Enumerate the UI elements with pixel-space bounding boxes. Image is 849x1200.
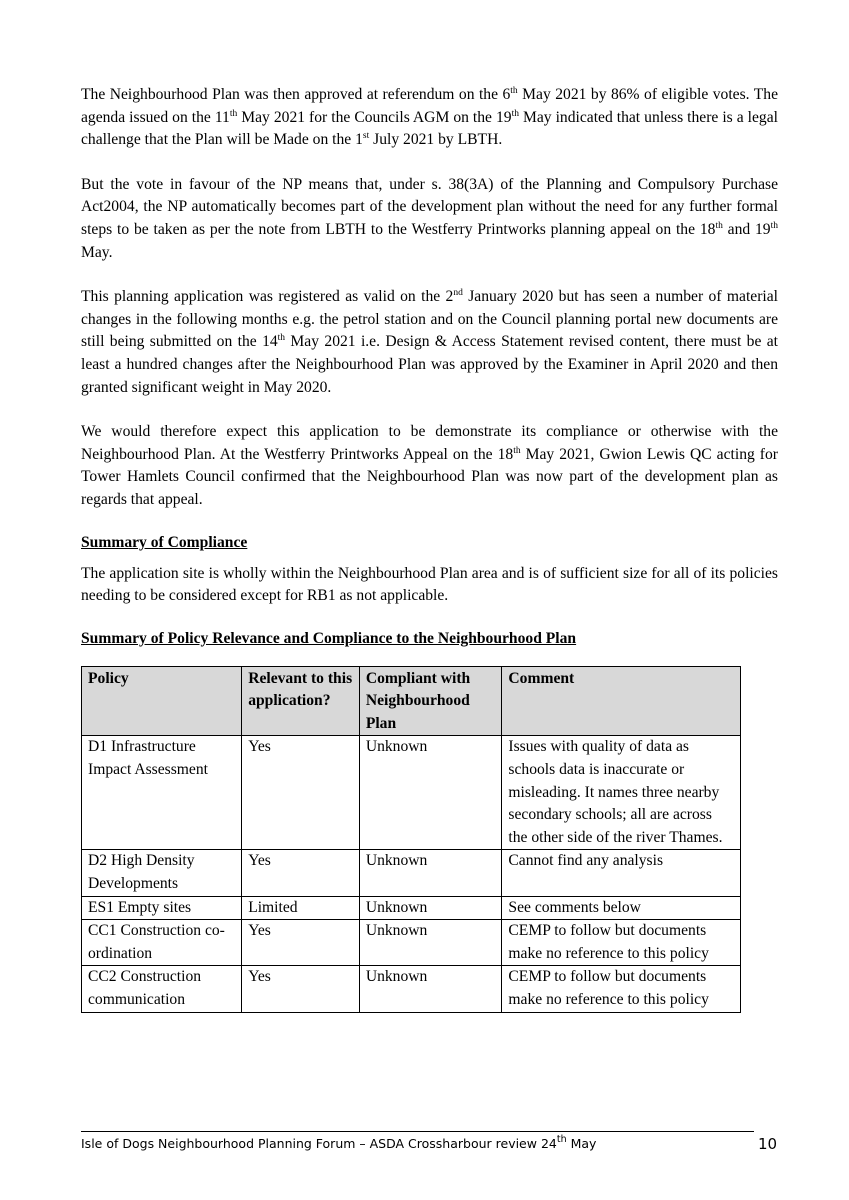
paragraph-development-plan: But the vote in favour of the NP means that, under s. 38(3A) of the Planning and Compulsory Purchase Act2004, the NP automatically becomes part of the development plan without the need for any further formal steps to be taken as per the note from LBTH to the Westferry Printworks planning appeal on the 18th and 19th May. (81, 175, 778, 261)
table-row (82, 850, 741, 896)
cell-compliant: Unknown (359, 850, 502, 896)
cell-comment: Cannot find any analysis (502, 850, 741, 896)
table-row (82, 920, 741, 966)
cell-policy: D2 High Density Developments (82, 850, 242, 896)
header-relevant: Relevant to this application? (242, 666, 360, 736)
paragraph-referendum: The Neighbourhood Plan was then approved at referendum on the 6th May 2021 by 86% of eligible votes. The agenda issued on the 11th May 2021 for the Councils AGM on the 19th May indicated that unless there is a legal challenge that the Plan will be Made on the 1st July 2021 by LBTH. (81, 86, 778, 149)
paragraph-application-history: This planning application was registered as valid on the 2nd January 2020 but has seen a number of material changes in the following months e.g. the petrol station and on the Council planning portal new documents are still being submitted on the 14th May 2021 i.e. Design & Access Statement revised content, there must be at least a hundred changes after the Neighbourhood Plan was approved by the Examiner in April 2020 and then granted significant weight in May 2020. (81, 288, 779, 396)
footer-divider (81, 1131, 754, 1132)
cell-policy: D1 Infrastructure Impact Assessment (82, 736, 242, 850)
summary-paragraph: The application site is wholly within the Neighbourhood Plan area and is of sufficient size for all of its policies needing to be considered except for RB1 as not applicable. (81, 564, 778, 605)
cell-relevant: Yes (242, 920, 360, 966)
summary-heading: Summary of Compliance (81, 533, 248, 551)
header-comment: Comment (502, 666, 741, 736)
policy-table (81, 666, 741, 1013)
cell-relevant: Limited (242, 896, 360, 920)
document-body (81, 84, 778, 1013)
cell-compliant: Unknown (359, 896, 502, 920)
cell-comment: CEMP to follow but documents make no reference to this policy (502, 966, 741, 1012)
cell-relevant: Yes (242, 850, 360, 896)
policy-table-heading: Summary of Policy Relevance and Compliance to the Neighbourhood Plan (81, 629, 577, 647)
cell-compliant: Unknown (359, 966, 502, 1012)
cell-policy: CC2 Construction communication (82, 966, 242, 1012)
table-row (82, 896, 741, 920)
table-row (82, 736, 741, 850)
header-policy: Policy (82, 666, 242, 736)
cell-comment: See comments below (502, 896, 741, 920)
cell-relevant: Yes (242, 736, 360, 850)
table-row (82, 966, 741, 1012)
cell-comment: Issues with quality of data as schools data is inaccurate or misleading. It names three nearby secondary schools; all are across the other side of the river Thames. (502, 736, 741, 850)
cell-policy: CC1 Construction co-ordination (82, 920, 242, 966)
cell-compliant: Unknown (359, 736, 502, 850)
cell-policy: ES1 Empty sites (82, 896, 242, 920)
cell-compliant: Unknown (359, 920, 502, 966)
footer-title: Isle of Dogs Neighbourhood Planning Forum – ASDA Crossharbour review 24th May (81, 1134, 597, 1151)
header-compliant: Compliant with Neighbourhood Plan (359, 666, 502, 736)
paragraph-compliance-expectation: We would therefore expect this application to be demonstrate its compliance or otherwise with the Neighbourhood Plan. At the Westferry Printworks Appeal on the 18th May 2021, Gwion Lewis QC acting for Tower Hamlets Council confirmed that the Neighbourhood Plan was now part of the development plan as regards that appeal. (81, 423, 778, 508)
cell-relevant: Yes (242, 966, 360, 1012)
table-header-row (82, 666, 741, 736)
cell-comment: CEMP to follow but documents make no reference to this policy (502, 920, 741, 966)
page-number: 10 (758, 1135, 778, 1153)
